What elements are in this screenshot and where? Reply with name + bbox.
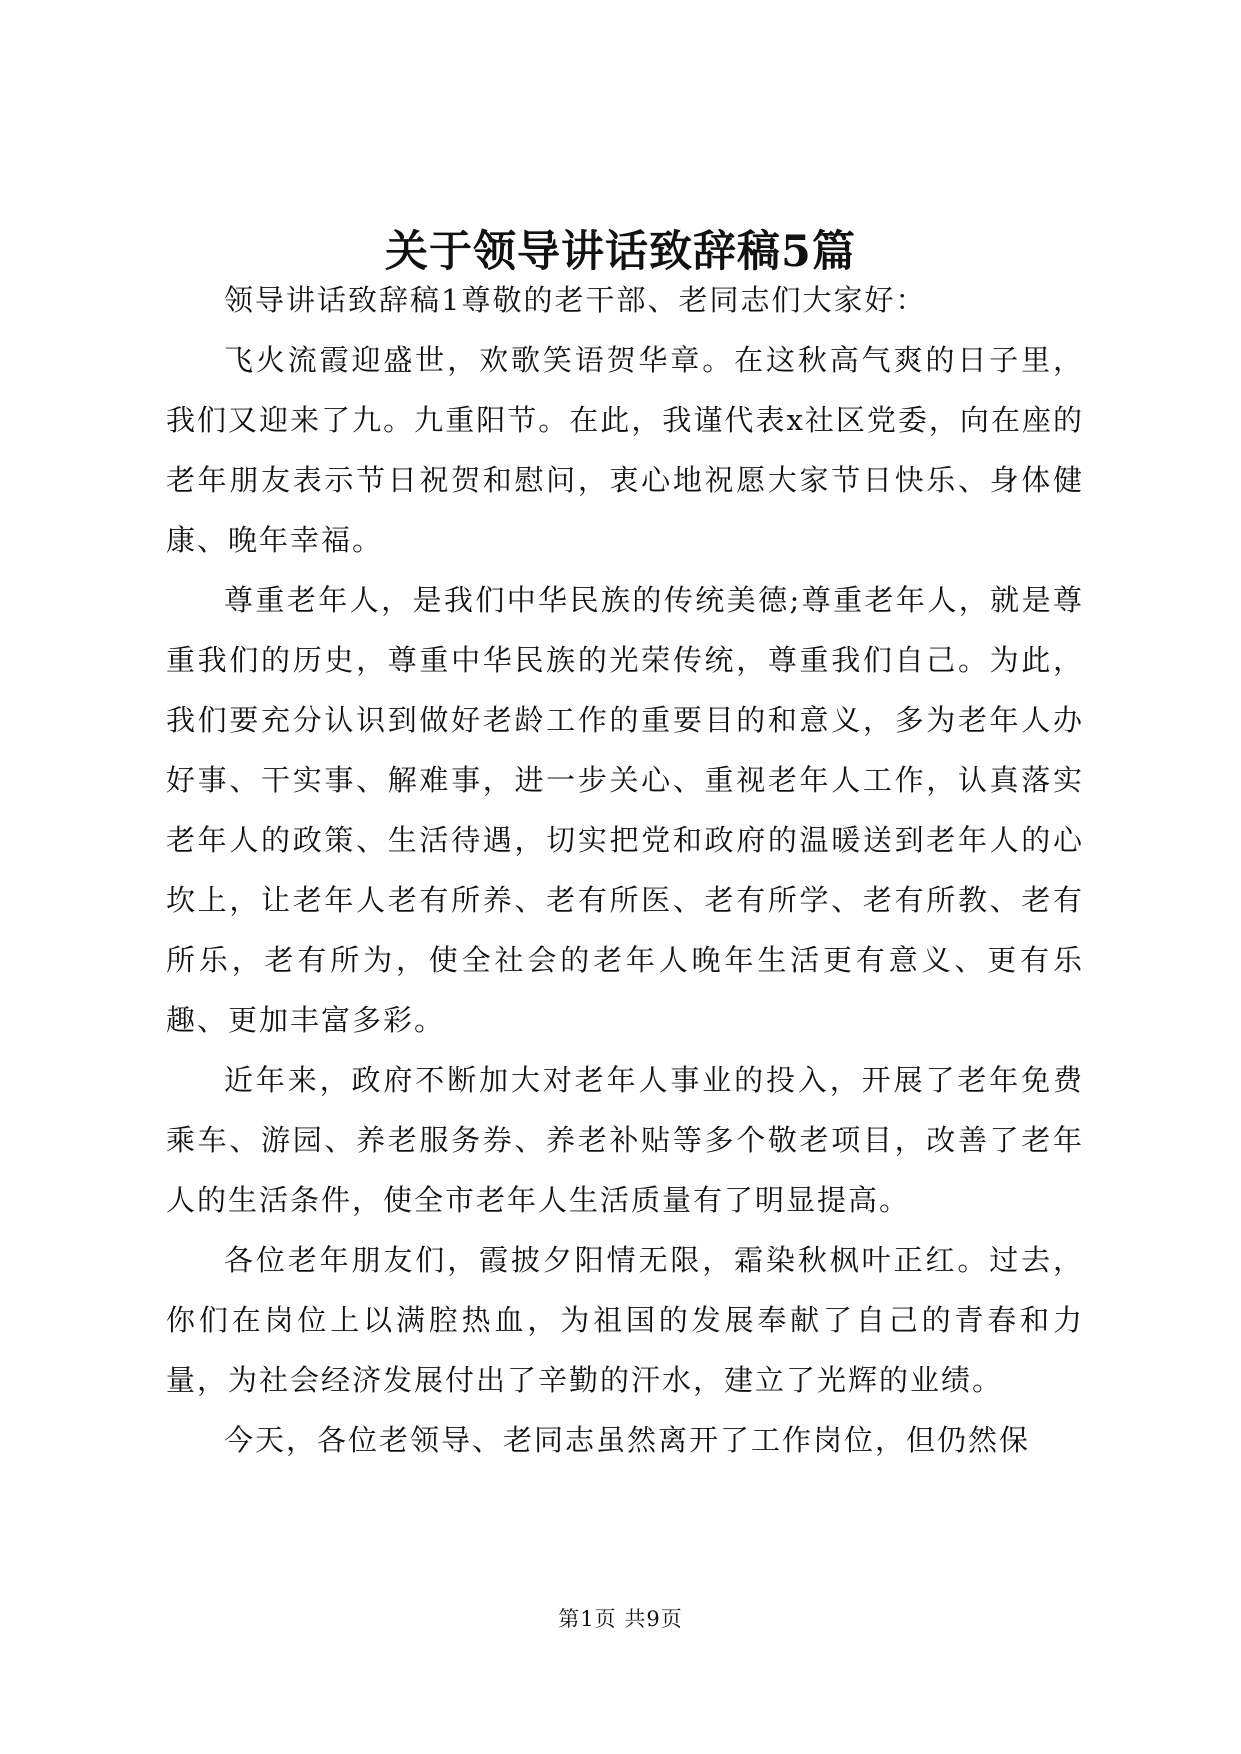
paragraph-5: 各位老年朋友们，霞披夕阳情无限，霜染秋枫叶正红。过去，你们在岗位上以满腔热血，为祖国的发展奉献了自己的青春和力量，为社会经济发展付出了辛勤的汗水，建立了光辉的业绩。 bbox=[166, 1243, 1084, 1397]
document-title: 关于领导讲话致辞稿5篇 bbox=[385, 227, 856, 277]
paragraph-3: 尊重老年人，是我们中华民族的传统美德;尊重老年人，就是尊重我们的历史，尊重中华民族的光荣传统，尊重我们自己。为此，我们要充分认识到做好老龄工作的重要目的和意义，多为老年人办好事、干实事、解难事，进一步关心、重视老年人工作，认真落实老年人的政策、生活待遇，切实把党和政府的温暖送到老年人的心坎上，让老年人老有所养、老有所医、老有所学、老有所教、老有所乐，老有所为，使全社会的老年人晚年生活更有意义、更有乐趣、更加丰富多彩。 bbox=[166, 583, 1084, 1037]
paragraph-4: 近年来，政府不断加大对老年人事业的投入，开展了老年免费乘车、游园、养老服务券、养老补贴等多个敬老项目，改善了老年人的生活条件，使全市老年人生活质量有了明显提高。 bbox=[166, 1063, 1084, 1217]
page-number-footer: 第1页 共9页 bbox=[558, 1607, 683, 1631]
paragraph-1: 领导讲话致辞稿1尊敬的老干部、老同志们大家好： bbox=[224, 283, 927, 317]
document-body bbox=[166, 270, 1084, 1470]
paragraph-6: 今天，各位老领导、老同志虽然离开了工作岗位，但仍然保 bbox=[224, 1423, 1031, 1457]
paragraph-2: 飞火流霞迎盛世，欢歌笑语贺华章。在这秋高气爽的日子里，我们又迎来了九。九重阳节。在此，我谨代表x社区党委，向在座的老年朋友表示节日祝贺和慰问，衷心地祝愿大家节日快乐、身体健康、晚年幸福。 bbox=[166, 343, 1084, 557]
